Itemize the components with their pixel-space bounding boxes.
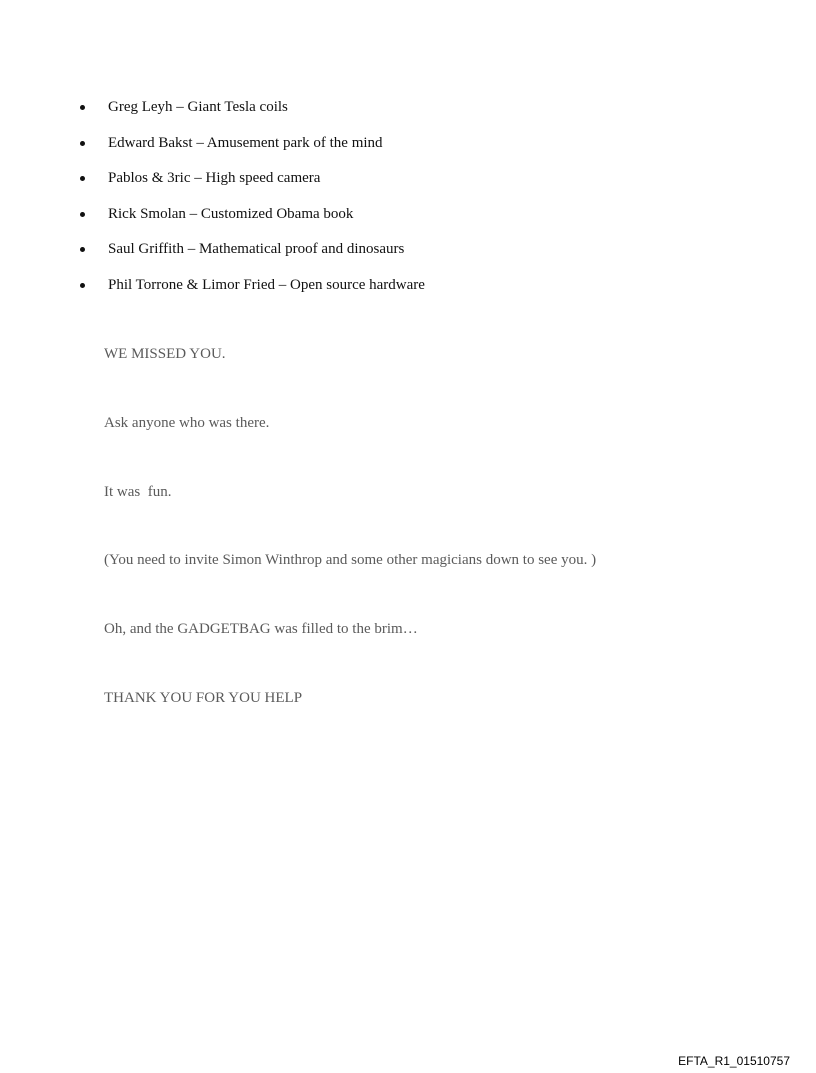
document-id-footer: EFTA_R1_01510757 (678, 1054, 790, 1068)
paragraph-thank-you: THANK YOU FOR YOU HELP (104, 690, 303, 706)
bullet-icon (80, 212, 85, 217)
list-item-text: Rick Smolan – Customized Obama book (108, 205, 354, 222)
paragraph-ask-anyone: Ask anyone who was there. (104, 415, 270, 431)
list-item-text: Saul Griffith – Mathematical proof and dinosaurs (108, 241, 405, 258)
paragraph-gadgetbag: Oh, and the GADGETBAG was filled to the brim… (104, 621, 418, 637)
paragraph-missed-you: WE MISSED YOU. (104, 346, 226, 362)
paragraph-invite-magicians: (You need to invite Simon Winthrop and some other magicians down to see you. ) (104, 552, 597, 568)
list-item-text: Edward Bakst – Amusement park of the mind (108, 134, 383, 151)
paragraph-it-was-fun: It was fun. (104, 484, 172, 500)
bullet-icon (80, 176, 85, 181)
list-item-text: Pablos & 3ric – High speed camera (108, 170, 321, 187)
bullet-icon (80, 141, 85, 146)
bullet-icon (80, 105, 85, 110)
list-item-text: Greg Leyh – Giant Tesla coils (108, 99, 288, 115)
bullet-icon (80, 283, 85, 288)
list-item-text: Phil Torrone & Limor Fried – Open source hardware (108, 276, 425, 293)
bullet-icon (80, 247, 85, 252)
